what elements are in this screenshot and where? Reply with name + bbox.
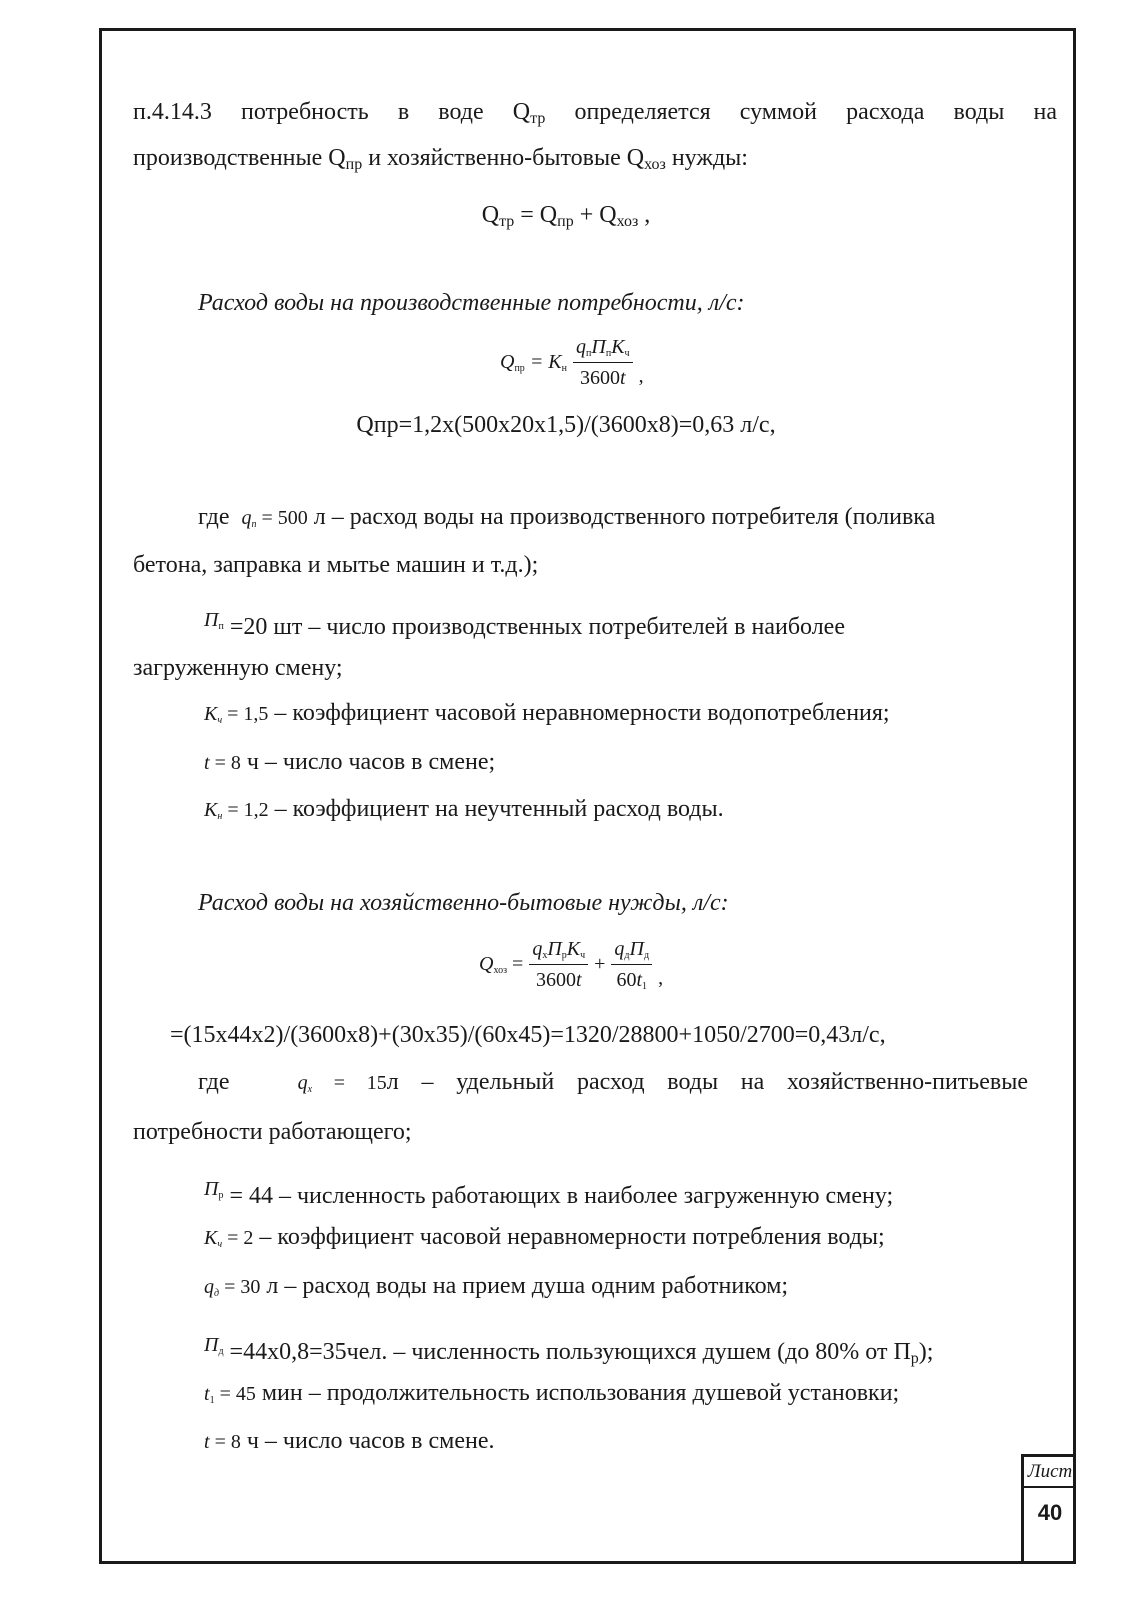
household-calc: =(15x44x2)/(3600x8)+(30x35)/(60x45)=1320/28800+1050/2700=0,43л/с, — [170, 1022, 886, 1048]
household-where-k: Kч = 2 – коэффициент часовой неравномерности потребления воды; — [204, 1224, 885, 1250]
household-fraction-2: $\frac{\text{qдПд}}{60t1}$ — [611, 936, 652, 993]
prod-formula: Qпр = Kн $\frac{\text{qпПпKч}}{3600t}$ $_,$ — [500, 336, 644, 389]
prod-where-kn: Kн = 1,2 – коэффициент на неучтенный расход воды. — [204, 796, 724, 822]
prod-where-kch: Kч = 1,5 – коэффициент часовой неравномерности водопотребления; — [204, 700, 890, 726]
prod-calc: Qпр=1,2x(500x20x1,5)/(3600x8)=0,63 л/с, — [356, 412, 776, 438]
household-where-pd: $^{Пд}$ =44x0,8=35чел. – численность пользующихся душем (до 80% от $П_р$); — [204, 1334, 934, 1367]
prod-where-pn: $^{Пп}$ =20 шт – число производственных потребителей в наиболее — [204, 609, 845, 640]
household-fraction-1: $\frac{\text{qхПрKч}}{3600t}$ — [529, 936, 588, 993]
household-where-qx: где qx = 15л – удельный расход воды на хозяйственно-питьевые — [198, 1069, 1029, 1095]
household-where-t: t = 8 ч – число часов в смене. — [204, 1428, 495, 1454]
prod-where-pn-cont: загруженную смену; — [133, 655, 343, 681]
prod-fraction: $\frac{\text{qпПпKч}}{3600t}$ — [573, 334, 633, 391]
prod-where-qn: где $q_п = 500$ л – расход воды на производственного потребителя (поливка — [198, 504, 936, 530]
household-where-qx-cont: потребности работающего; — [133, 1119, 412, 1145]
intro-line-2: производственные $Q_{пр}$ и хозяйственно-бытовые $Q_{хоз}$ нужды: — [133, 145, 748, 173]
intro-line-1: п.4.14.3 потребность в воде $Q_{тр}$ определяется суммой расхода воды на — [133, 99, 1058, 127]
household-formula: Qхоз = $\frac{\text{qхПрKч}}{3600t}$ + $\frac{\text{qдПд}}{60t1}$ $_,$ — [479, 938, 664, 992]
household-heading: Расход воды на хозяйственно-бытовые нужды, л/с: — [198, 890, 729, 916]
main-formula: $Q_{тр} = Q_{пр} + Q_{хоз}$ , — [481, 202, 651, 230]
household-where-t1: t1 = 45 мин – продолжительность использования душевой установки; — [204, 1380, 900, 1406]
prod-where-qn-cont: бетона, заправка и мытье машин и т.д.); — [133, 552, 539, 578]
household-where-qd: qд = 30 л – расход воды на прием душа одним работником; — [204, 1273, 789, 1299]
sheet-label: Лист — [1024, 1457, 1076, 1488]
household-where-pr: $^{Пр}$ = 44 – численность работающих в наиболее загруженную смену; — [204, 1178, 894, 1209]
page-number: 40 — [1037, 1500, 1063, 1525]
sheet-stamp — [1021, 1454, 1076, 1564]
prod-heading: Расход воды на производственные потребности, л/с: — [198, 290, 745, 316]
prod-where-t: t = 8 ч – число часов в смене; — [204, 749, 496, 775]
